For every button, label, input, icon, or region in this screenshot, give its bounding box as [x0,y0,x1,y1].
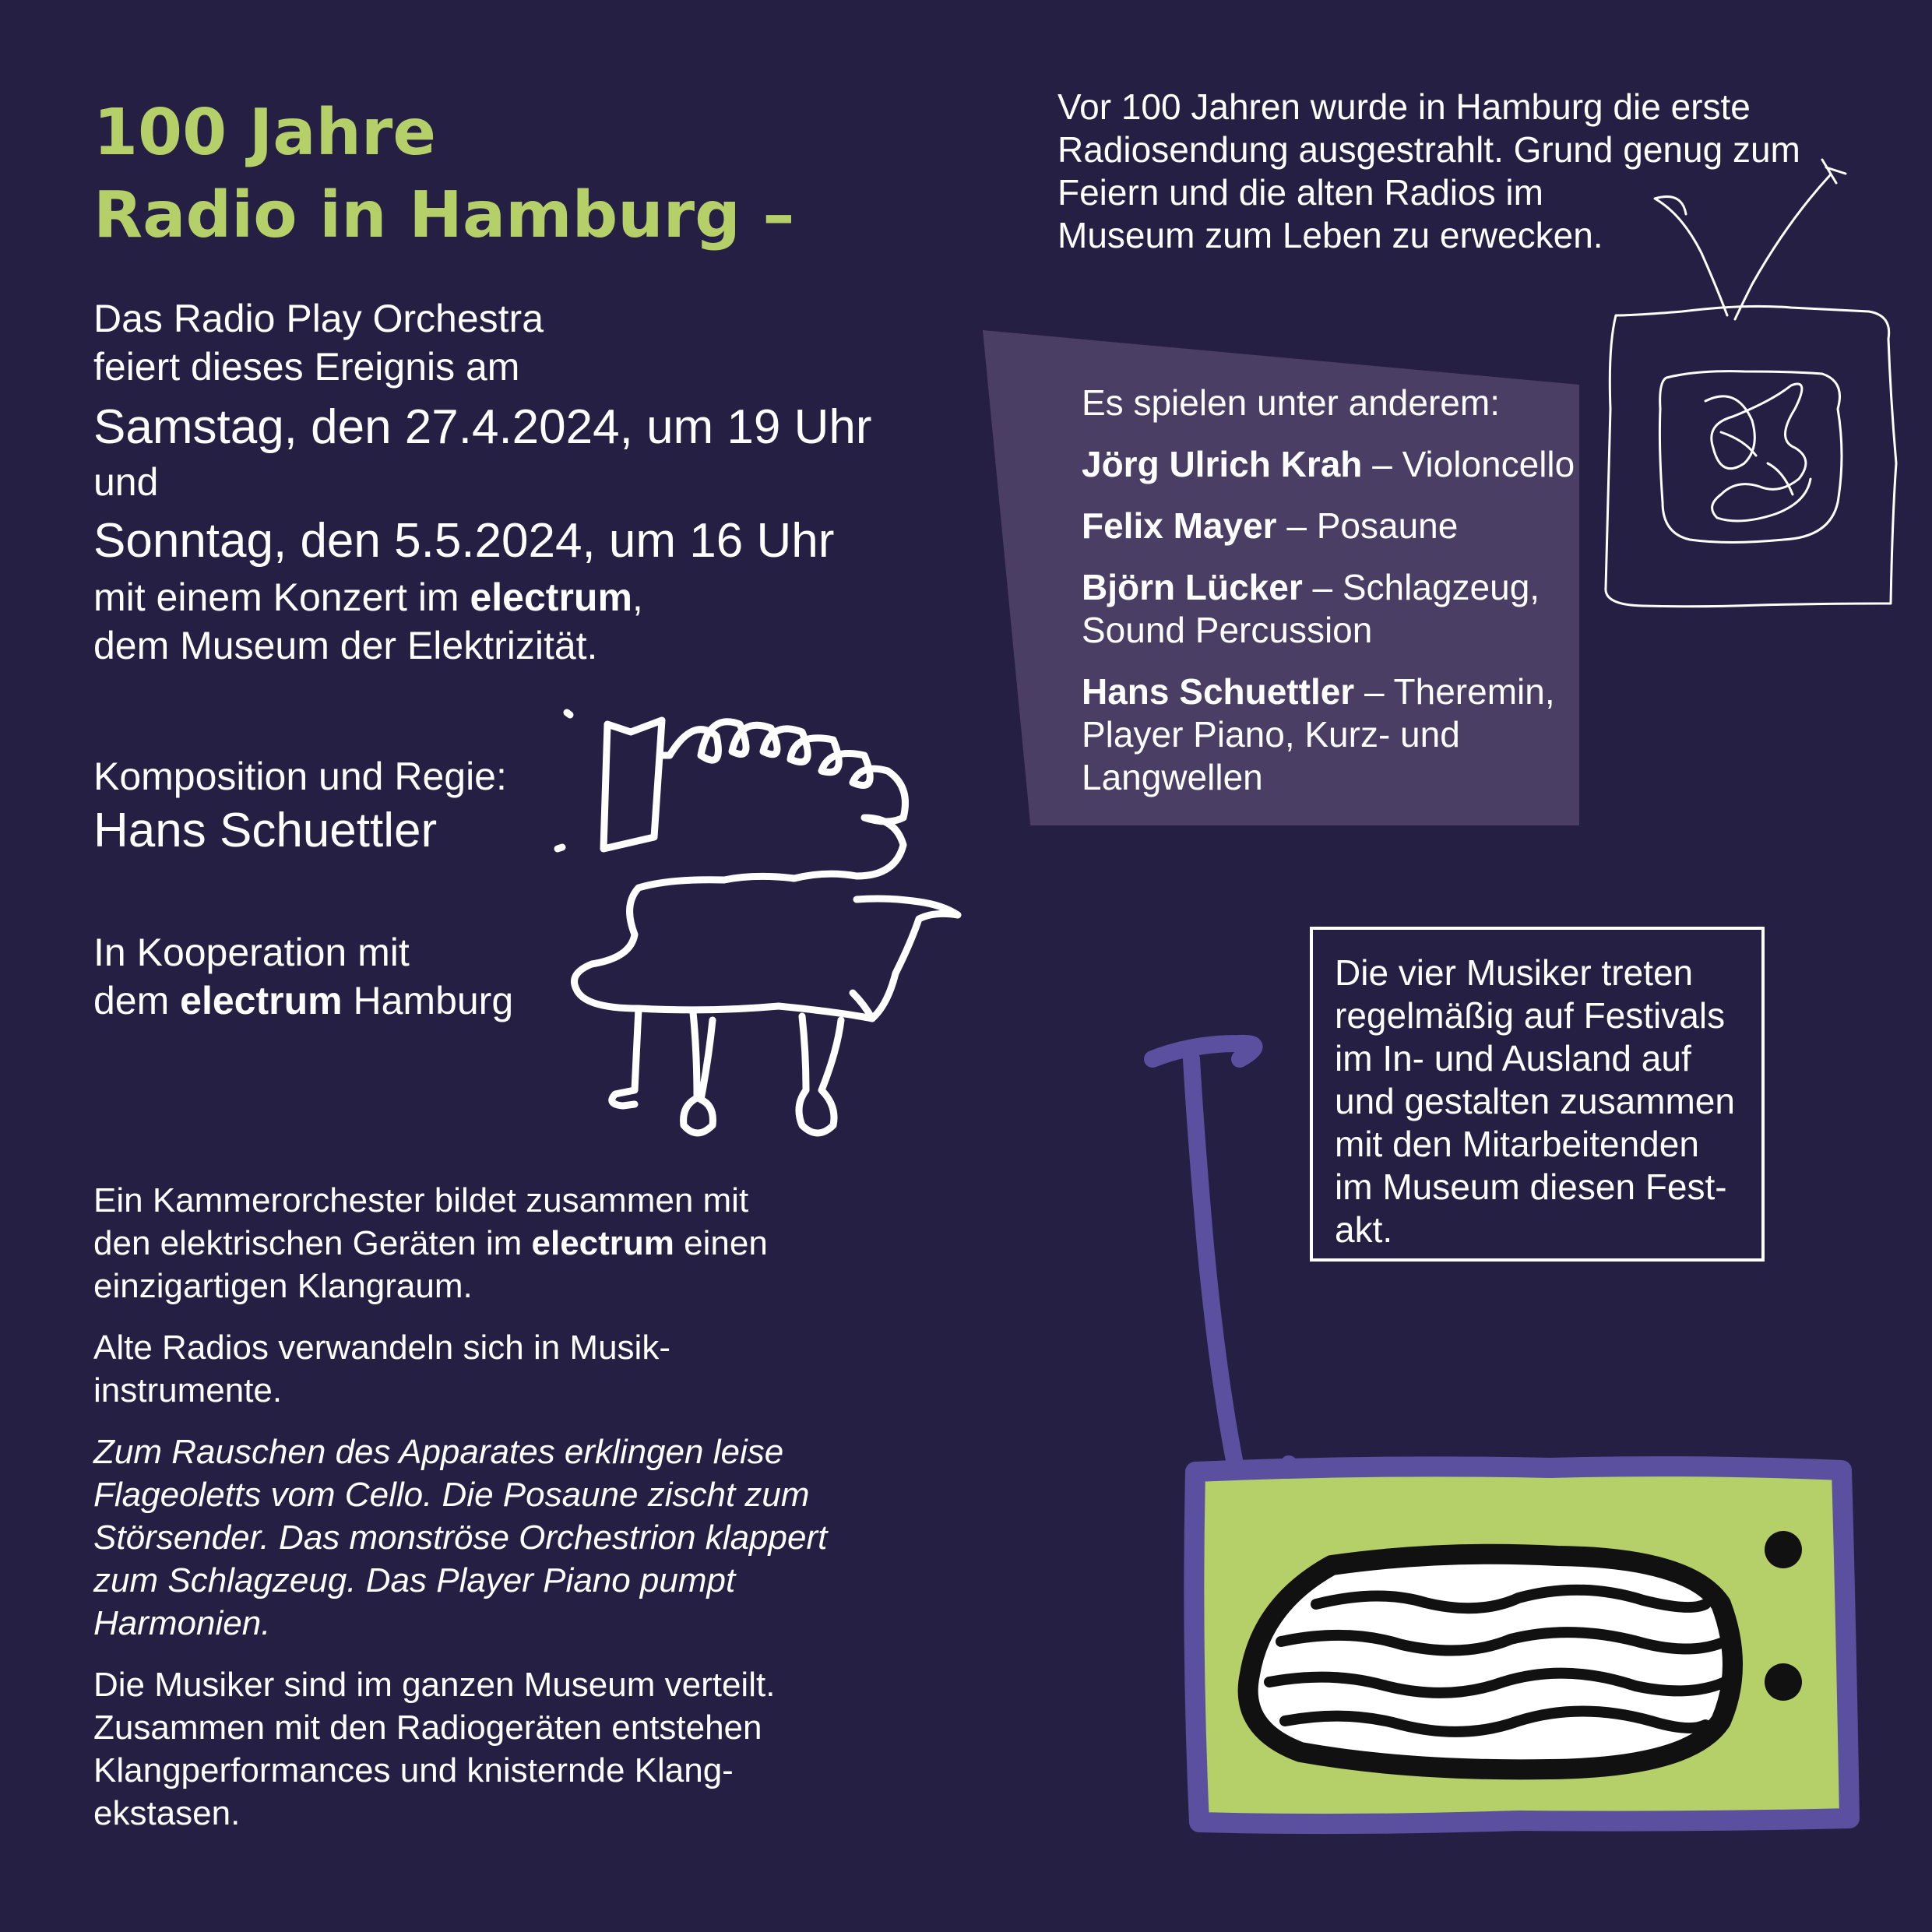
composition-name: Hans Schuettler [93,804,438,857]
desc-venue: electrum [531,1224,674,1262]
player-role: – Violoncello [1362,444,1575,484]
event-date-1: Samstag, den 27.4.2024, um 19 Uhr [93,400,872,454]
anniversary-line: Vor 100 Jahren wurde in Hamburg die erste [1057,86,1751,127]
anniversary-line: Museum zum Leben zu erwecken. [1057,215,1603,255]
description-paragraph-2 [93,1326,841,1412]
concert-venue: electrum [470,575,632,619]
info-line: im Museum diesen Fest- [1335,1167,1727,1207]
museum-line: dem Museum der Elektrizität. [93,624,598,667]
cooperation-venue: electrum [180,979,343,1022]
concert-post: , [632,575,643,619]
info-line: Die vier Musiker treten [1335,952,1694,993]
intro-line-1: Das Radio Play Orchestra [93,297,544,340]
info-line: mit den Mitarbeitenden [1335,1124,1699,1164]
description-paragraph-3 [93,1431,841,1645]
desc-line: Ein Kammerorchester bildet zusammen mit [93,1181,749,1219]
tv-sketch-icon [1589,152,1931,635]
info-line: und gestalten zusammen [1335,1081,1735,1121]
player-item [1082,505,1580,547]
player-role: – Posaune [1276,505,1459,546]
anniversary-line: Radiosendung ausgestrahlt. Grund genug zum [1057,129,1800,170]
composition-label: Komposition und Regie: [93,755,507,798]
desc-line: Störsender. Das monströse Orchestrion klappert [93,1519,828,1557]
player-item [1082,670,1580,799]
desc-line: Zum Rauschen des Apparates erklingen leise [93,1433,784,1471]
player-role: – Theremin, [1354,671,1555,712]
desc-line: Zusammen mit den Radiogeräten entstehen [93,1709,762,1747]
player-role-cont: Sound Percussion [1082,610,1373,650]
desc-line: den elektrischen Geräten im [93,1224,532,1262]
description-paragraph-1 [93,1179,841,1307]
player-role: – Schlagzeug, [1302,567,1540,607]
piano-sketch-icon [545,701,1137,1168]
desc-line: instrumente. [93,1371,283,1409]
desc-line: Alte Radios verwandeln sich in Musik- [93,1328,670,1367]
title-line-1: 100 Jahre [93,96,436,170]
concert-description [93,1179,841,1853]
radio-antenna [1153,1043,1289,1500]
page-title [93,92,794,257]
intro-and: und [93,460,159,504]
desc-line: Harmonien. [93,1604,271,1642]
cooperation-line-1: In Kooperation mit [93,931,410,974]
event-date-2: Sonntag, den 5.5.2024, um 16 Uhr [93,514,835,568]
info-line: im In- und Ausland auf [1335,1038,1691,1079]
description-paragraph-4 [93,1663,841,1835]
desc-line: Klangperformances und knisternde Klang- [93,1751,734,1789]
player-name: Björn Lücker [1082,567,1303,607]
player-role-cont: Langwellen [1082,757,1263,797]
anniversary-line: Feiern und die alten Radios im [1057,172,1543,213]
cooperation-pre: dem [93,979,181,1022]
cooperation-post: Hamburg [342,979,514,1022]
desc-line: zum Schlagzeug. Das Player Piano pumpt [93,1561,736,1599]
concert-line [93,573,872,621]
player-role-cont: Player Piano, Kurz- und [1082,714,1460,755]
radio-knob-bottom [1765,1663,1802,1701]
radio-knob-top [1765,1531,1802,1568]
title-line-2: Radio in Hamburg – [93,178,795,252]
players-list [1082,382,1580,818]
desc-line: einzigartigen Klangraum. [93,1267,473,1305]
intro-line-2: feiert dieses Ereignis am [93,345,520,389]
desc-line: ekstasen. [93,1794,241,1832]
player-name: Hans Schuettler [1082,671,1355,712]
player-item [1082,566,1580,652]
info-line: akt. [1335,1209,1393,1250]
radio-speaker [1248,1554,1733,1770]
desc-line: Flageoletts vom Cello. Die Posaune zischt zum [93,1476,810,1514]
radio-sketch-icon [1145,1012,1861,1838]
player-item [1082,443,1580,486]
desc-line: einen [674,1224,768,1262]
concert-pre: mit einem Konzert im [93,575,470,619]
player-name: Jörg Ulrich Krah [1082,444,1363,484]
info-line: regelmäßig auf Festivals [1335,995,1726,1036]
desc-line: Die Musiker sind im ganzen Museum verteilt. [93,1666,776,1704]
player-name: Felix Mayer [1082,505,1277,546]
players-heading: Es spielen unter anderem: [1082,382,1500,423]
